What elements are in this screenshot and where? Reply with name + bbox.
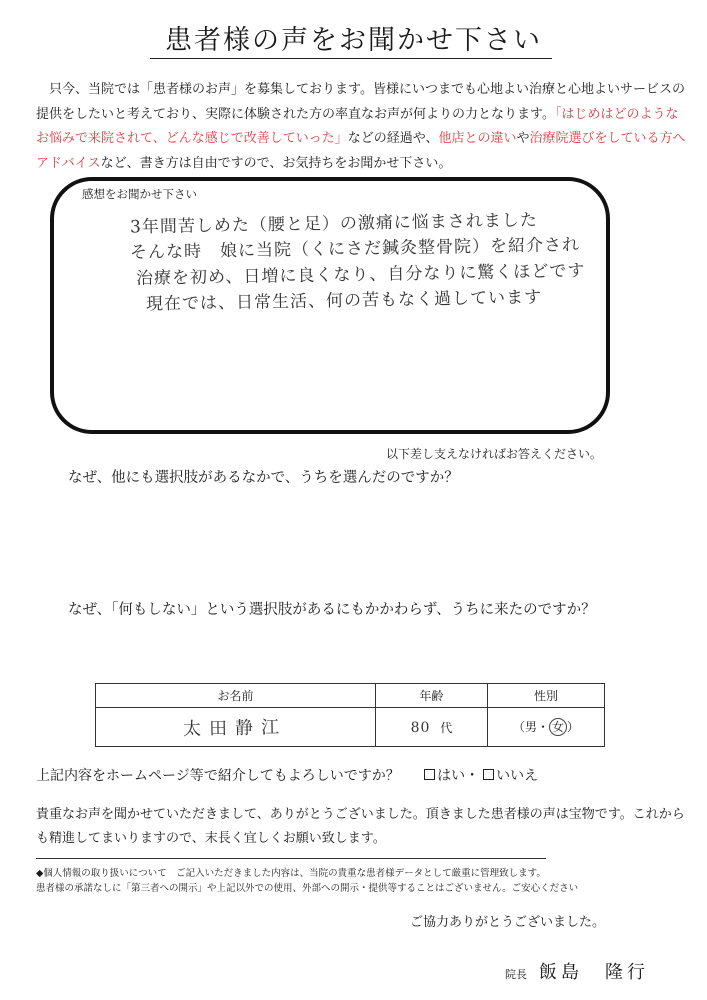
consent-no-checkbox[interactable]: [483, 769, 494, 780]
name-value: 太田静江: [183, 717, 288, 740]
gender-female[interactable]: 女: [549, 718, 567, 736]
impression-line-1: 3年間苦しめた（腰と足）の激痛に悩まされました: [129, 210, 539, 238]
gender-separator: ・: [536, 720, 549, 734]
age-cell[interactable]: [375, 708, 487, 747]
consent-yes-checkbox[interactable]: [424, 769, 435, 780]
gender-header: 性別: [487, 684, 604, 708]
signature: [505, 958, 649, 984]
intro-text-1: 只今、当院では「患者様のお声」を募集しております。皆様にいつまでも心地よい治療と心地よいサービスの提供をしたいと考えており、実際に体験された方の率直なお声が何よりの力となります。: [36, 82, 685, 122]
signature-role: 院長: [505, 968, 527, 981]
privacy-line-2: 患者様の承諾なしに「第三者への開示」や上記以外での使用、外部への開示・提供等することはございません。ご安心ください: [36, 883, 579, 894]
signature-name: 飯島 隆行: [539, 962, 649, 983]
consent-question: 上記内容をホームページ等で紹介してもよろしいですか？: [36, 768, 400, 784]
impression-label: 感想をお聞かせ下さい: [82, 187, 197, 201]
intro-text-2: などの経過や、: [347, 131, 439, 146]
impression-line-4: 現在では、日常生活、何の苦もなく過しています: [145, 287, 543, 315]
impression-line-3: 治療を初め、日増に良くなり、自分なりに驚くほどです: [135, 261, 586, 289]
optional-note: 以下差し支えなければお答えください。: [385, 447, 602, 461]
intro-highlight-2: 他店との違い: [438, 131, 517, 146]
privacy-notice: [36, 866, 578, 896]
name-header: お名前: [96, 684, 376, 708]
page-title: 患者様の声をお聞かせ下さい: [165, 25, 542, 56]
intro-highlight-1: 「はじめはどのようなお悩みで来院されて、どんな感じで改善していった」: [36, 106, 679, 146]
patient-info-table: [95, 683, 605, 747]
intro-text-3: や: [516, 131, 530, 146]
thanks-paragraph: 貴重なお声を聞かせていただきまして、ありがとうございました。頂きました患者様の声は宝物です。これからも精進してまいりますので、末長く宜しくお願い致します。: [36, 807, 685, 846]
question-2: なぜ、「何もしない」という選択肢があるにもかかわらず、うちに来たのですか？: [68, 602, 596, 618]
intro-paragraph: [36, 78, 686, 176]
privacy-line-1: ◆個人情報の取り扱いについて ご記入いただきました内容は、当院の貴重な患者様データとして厳重に管理致します。: [36, 868, 546, 879]
consent-yes-label: はい・: [437, 768, 480, 784]
closing-thanks: ご協力ありがとうございました。: [410, 915, 606, 930]
age-value: 80: [410, 719, 431, 736]
intro-highlight-3: 治療院選びをしている方へアドバイス: [36, 131, 686, 171]
divider: [36, 858, 546, 859]
consent-no-label: いいえ: [496, 768, 539, 784]
question-1: なぜ、他にも選択肢があるなかで、うちを選んだのですか？: [68, 470, 459, 486]
consent-row: [36, 765, 538, 785]
name-cell[interactable]: [96, 708, 376, 747]
age-header: 年齢: [375, 684, 487, 708]
gender-cell[interactable]: （男・ 女 ）: [487, 708, 604, 747]
age-suffix: 代: [440, 720, 453, 735]
title-underline: [150, 58, 552, 59]
impression-line-2: そんな時 娘に当院（くにさだ鍼灸整骨院）を紹介され: [129, 235, 581, 263]
gender-male[interactable]: 男: [524, 720, 537, 734]
intro-text-4: など、書き方は自由ですので、お気持ちをお聞かせ下さい。: [100, 155, 452, 171]
